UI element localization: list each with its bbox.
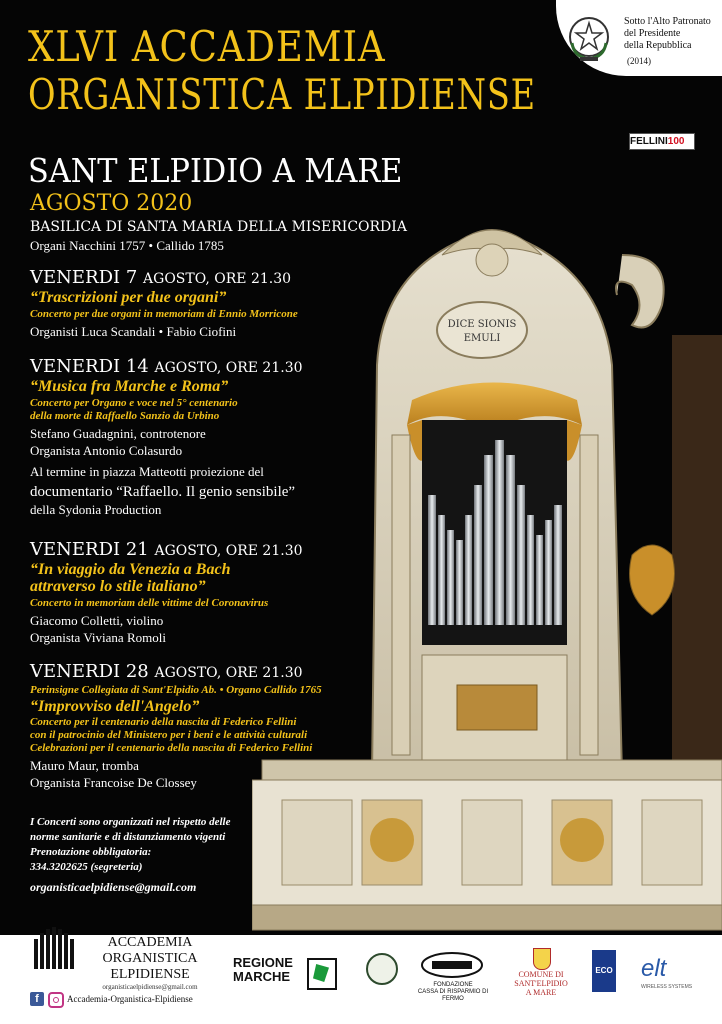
fellini-logo-number: 100 <box>667 136 685 147</box>
event-description: con il patrocinio del Ministero per i beni e le attività culturali <box>30 729 308 741</box>
booking-notes <box>30 815 310 895</box>
event-2 <box>30 357 400 518</box>
date-heading: AGOSTO 2020 <box>30 191 193 216</box>
event-day: VENERDI 28 <box>30 661 149 682</box>
notes-phone: 334.3202625 (segreteria) <box>30 861 143 873</box>
event-time: AGOSTO, ORE 21.30 <box>154 665 303 681</box>
event-performers: Organista Viviana Romoli <box>30 630 166 645</box>
event-performers: Organista Antonio Colasurdo <box>30 443 183 458</box>
notes-line: I Concerti sono organizzati nel rispetto delle <box>30 816 231 828</box>
event-day: VENERDI 14 <box>30 356 149 377</box>
event-description: Concerto per il centenario della nascita di Federico Fellini <box>30 716 297 728</box>
event-performers: Organisti Luca Scandali • Fabio Ciofini <box>30 324 237 339</box>
event-performers: Giacomo Colletti, violino <box>30 613 164 628</box>
event-day: VENERDI 7 <box>30 267 138 288</box>
title-line-2: ORGANISTICA ELPIDIENSE <box>28 70 536 119</box>
patronage-line: del Presidente <box>624 28 681 39</box>
event-heading <box>30 540 400 561</box>
event-heading <box>30 268 400 289</box>
patronage-text <box>624 16 720 52</box>
elt-logo: elt <box>641 955 667 982</box>
event-time: AGOSTO, ORE 21.30 <box>154 543 303 559</box>
title-line-1: XLVI ACCADEMIA <box>28 22 386 71</box>
comune-line: SANT'ELPIDIO <box>514 979 568 988</box>
event-title: attraverso lo stile italiano” <box>30 578 206 595</box>
event-title: “Trascrizioni per due organi” <box>30 289 227 306</box>
event-3 <box>30 540 400 646</box>
social-handle[interactable]: Accademia-Organistica-Elpidiense <box>67 994 193 1004</box>
comune-crest-icon <box>533 948 551 970</box>
event-performers: Mauro Maur, tromba <box>30 758 139 773</box>
comune-line: COMUNE DI <box>518 970 564 979</box>
notes-line: norme sanitarie e di distanziamento vigenti <box>30 831 226 843</box>
event-note: della Sydonia Production <box>30 502 162 517</box>
event-description: Concerto per due organi in memoriam di Ennio Morricone <box>30 308 298 320</box>
event-title: “Improvviso dell'Angelo” <box>30 698 200 715</box>
comune-text <box>506 970 576 997</box>
eco-logo: ECO <box>592 950 616 992</box>
event-performers: Organista Francoise De Clossey <box>30 775 197 790</box>
patronage-line: Sotto l'Alto Patronato <box>624 16 711 27</box>
event-heading <box>30 662 400 683</box>
fellini-100-logo <box>629 133 695 150</box>
italian-emblem-icon <box>566 13 612 63</box>
fondazione-text <box>416 982 490 1003</box>
patronage-year: (2014) <box>627 56 651 66</box>
academy-name <box>85 935 215 983</box>
academy-name-line: ORGANISTICA <box>102 951 198 966</box>
event-title: “Musica fra Marche e Roma” <box>30 378 229 395</box>
elt-subtitle: WIRELESS SYSTEMS <box>641 984 693 990</box>
organ-inscription-1: DICE SIONIS <box>447 319 517 330</box>
event-performers: Stefano Guadagnini, controtenore <box>30 426 206 441</box>
organs-line: Organi Nacchini 1757 • Callido 1785 <box>30 238 224 253</box>
patronage-line: della Repubblica <box>624 40 692 51</box>
event-1 <box>30 268 400 340</box>
venue-line: BASILICA DI SANTA MARIA DELLA MISERICORDIA <box>30 219 407 235</box>
regione-line: MARCHE <box>233 969 291 984</box>
event-title: “In viaggio da Venezia a Bach <box>30 561 231 578</box>
regione-marche-logo <box>233 956 293 984</box>
event-note <box>30 483 400 501</box>
academy-name-line: ACCADEMIA <box>107 935 193 950</box>
notes-line: Prenotazione obbligatoria: <box>30 846 152 858</box>
academy-name-line: ELPIDIENSE <box>110 967 190 982</box>
organ-inscription-2: EMULI <box>463 333 501 344</box>
fondazione-line: FONDAZIONE <box>433 982 473 988</box>
event-description: Celebrazioni per il centenario della nascita di Federico Fellini <box>30 742 313 754</box>
event-description: della morte di Raffaello Sanzio da Urbino <box>30 410 220 422</box>
regione-line: REGIONE <box>233 955 293 970</box>
facebook-icon[interactable]: f <box>30 992 44 1006</box>
event-time: AGOSTO, ORE 21.30 <box>143 271 292 287</box>
academy-email[interactable]: organisticaelpidiense@gmail.com <box>102 983 198 991</box>
event-note-text: documentario “Raffaello. Il genio sensibile” <box>30 484 296 500</box>
city-heading: SANT ELPIDIO A MARE <box>28 151 403 190</box>
event-4 <box>30 662 400 791</box>
event-description: Concerto per Organo e voce nel 5° centenario <box>30 397 238 409</box>
event-time: AGOSTO, ORE 21.30 <box>154 360 303 376</box>
seal-logo-icon <box>366 953 398 985</box>
event-note: Al termine in piazza Matteotti proiezione del <box>30 464 264 479</box>
academy-organ-logo-icon <box>30 925 78 973</box>
regione-marche-mark-icon <box>307 958 337 990</box>
instagram-icon[interactable] <box>48 992 64 1008</box>
fellini-logo-text: FELLINI <box>630 136 668 147</box>
event-day: VENERDI 21 <box>30 539 149 560</box>
event-description: Concerto in memoriam delle vittime del Coronavirus <box>30 597 269 609</box>
fondazione-line: CASSA DI RISPARMIO DI FERMO <box>417 989 489 1002</box>
event-venue-note: Perinsigne Collegiata di Sant'Elpidio Ab. • Organo Callido 1765 <box>30 684 322 696</box>
fondazione-carifermo-logo-icon <box>418 950 486 980</box>
comune-line: A MARE <box>525 988 557 997</box>
event-heading <box>30 357 400 378</box>
notes-email[interactable]: organisticaelpidiense@gmail.com <box>30 880 197 894</box>
